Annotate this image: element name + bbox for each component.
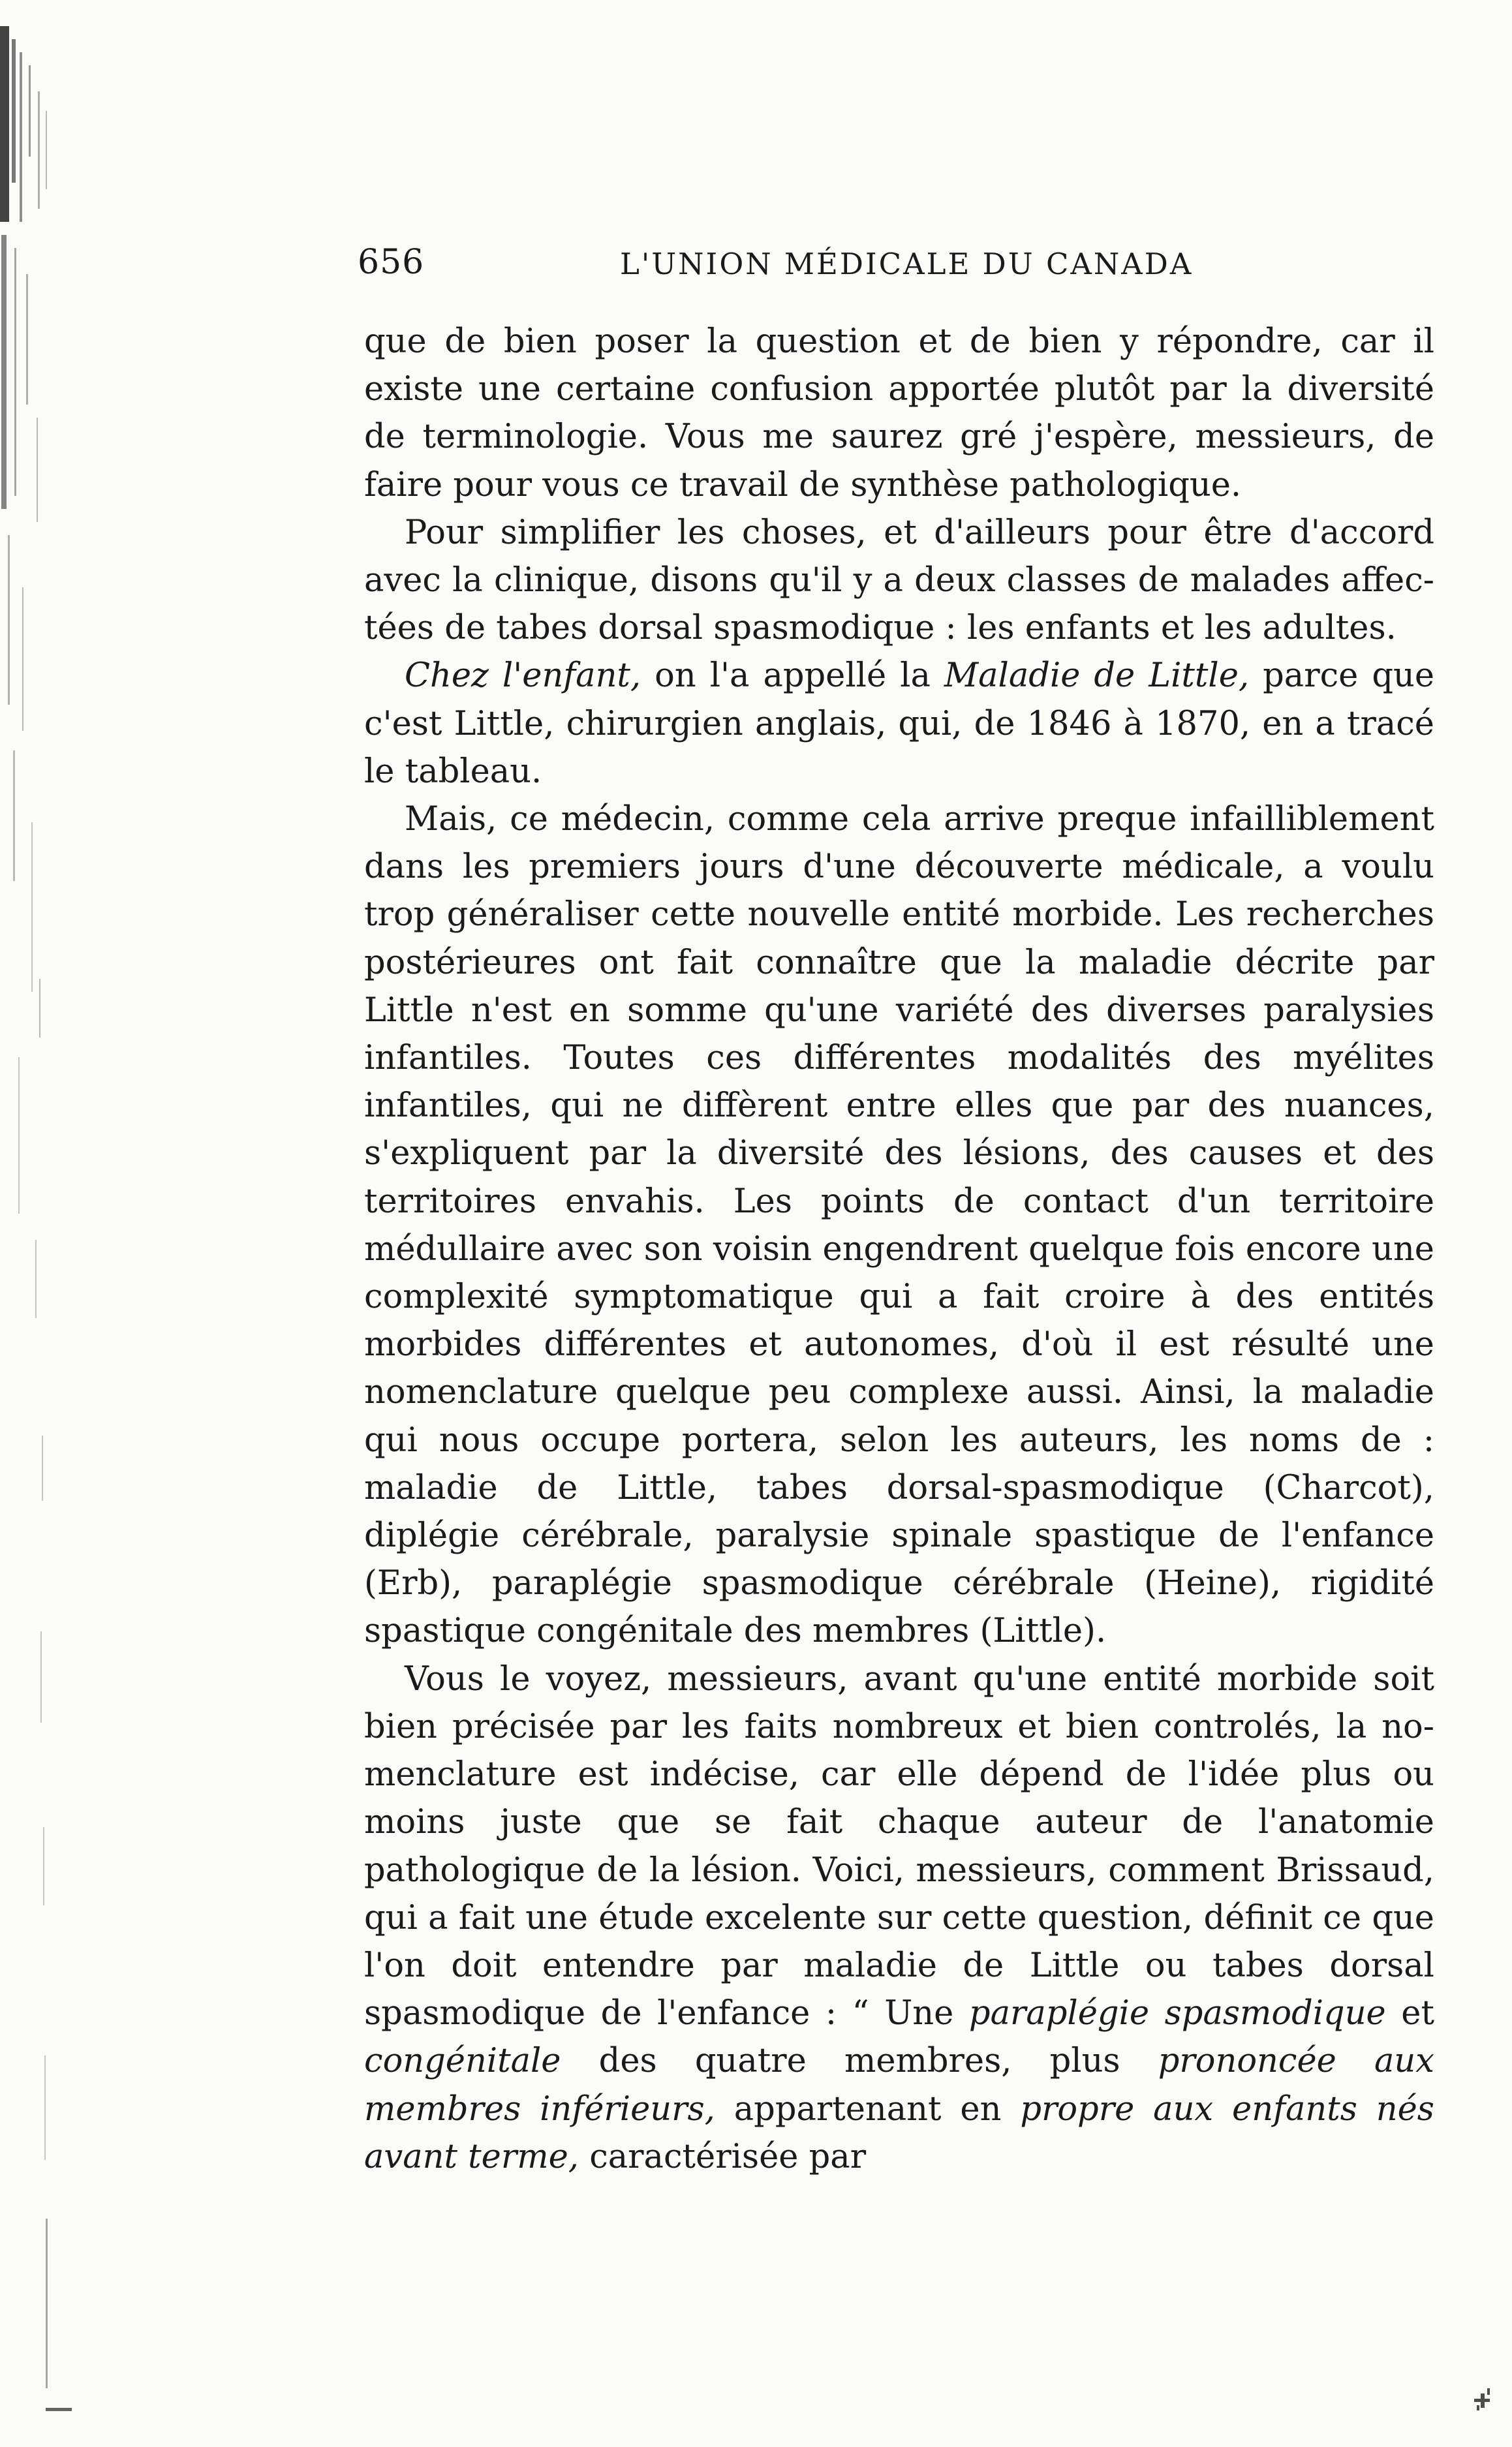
scanned-margin-edge xyxy=(0,0,72,2447)
journal-title: L'UNION MÉDICALE DU CANADA xyxy=(620,247,1194,281)
body-text xyxy=(364,318,1434,2181)
italic-phrase: paraplégie spasmodique xyxy=(968,1994,1386,2033)
running-head xyxy=(358,243,1194,301)
text-run: caractérisée par xyxy=(579,2137,867,2176)
text-run: Vous le voyez, messieurs, avant qu'une entité morbide soit bien précisée par les faits nombreux et bien controlés, la nomenclature est indécise, car elle dépend de l'idée plus ou moins juste que se fait chaque auteur de l'anatomie pathologique de la lésion. Voici, messieurs, comment Brissaud, qui a fait une étude excelente sur cette question, définit ce que l'on doit entendre par maladie de Little ou tabes dorsal spasmodique de l'enfance : “ Une xyxy=(364,1659,1434,2033)
paragraph-5 xyxy=(364,1655,1434,2181)
italic-phrase: congénitale xyxy=(364,2042,561,2081)
italic-phrase: Maladie de Little, xyxy=(944,656,1250,696)
italic-phrase: Chez l'enfant, xyxy=(405,656,641,696)
paragraph-4: Mais, ce médecin, comme cela arrive preque infailliblement dans les premiers jours d'une découverte médicale, a voulu trop généraliser cette nouvelle entité morbide. Les recherches postérieures ont fait connaître que la maladie décrite par Little n'est en somme qu'une variété des diverses paralysies infantiles. Toutes ces différentes modalités des myélites infantiles, qui ne diffèrent entre elles que par des nuances, s'expliquent par la diversité des lésions, des causes et des territoires envahis. Les points de contact d'un territoire médullaire avec son voisin engendrent quelque fois encore une complexité symptomatique qui a fait croire à des entités morbides différentes et autonomes, d'où il est résulté une nomenclature quelque peu complexe aussi. Ainsi, la maladie qui nous occupe portera, selon les auteurs, les noms de : maladie de Little, tabes dorsal-spasmodique (Charcot), diplégie cérébrale, paralysie spinale spastique de l'enfance (Erb), paraplégie spasmodique cérébrale (Heine), rigidité spastique congénitale des membres (Little). xyxy=(364,800,1434,1651)
italic-phrase: propre aux enfants nés avant terme, xyxy=(364,2089,1434,2176)
text-run: appartenant en xyxy=(715,2089,1021,2129)
text-run: des quatre membres, plus xyxy=(561,2042,1158,2081)
text-run: et xyxy=(1385,1994,1434,2033)
scan-speck-mark xyxy=(1461,2382,1507,2421)
italic-phrase: prononcée aux membres inférieurs, xyxy=(364,2042,1435,2129)
paragraph-1: que de bien poser la question et de bien y répondre, car il existe une certaine confusion apportée plutôt par la diversité de terminologie. Vous me saurez gré j'espère, messieurs, de faire pour vous ce travail de synthèse pathologique. xyxy=(364,322,1434,504)
paragraph-2: Pour simplifier les choses, et d'ailleurs pour être d'accord avec la clinique, disons qu'il y a deux classes de malades affectées de tabes dorsal spasmodique : les enfants et les adultes. xyxy=(364,513,1434,648)
text-run: parce que c'est Little, chirurgien anglais, qui, de 1846 à 1870, en a tracé le tableau. xyxy=(364,656,1435,791)
page-number: 656 xyxy=(358,243,425,282)
paragraph-3 xyxy=(364,652,1434,795)
text-run: on l'a appellé la xyxy=(641,656,944,696)
